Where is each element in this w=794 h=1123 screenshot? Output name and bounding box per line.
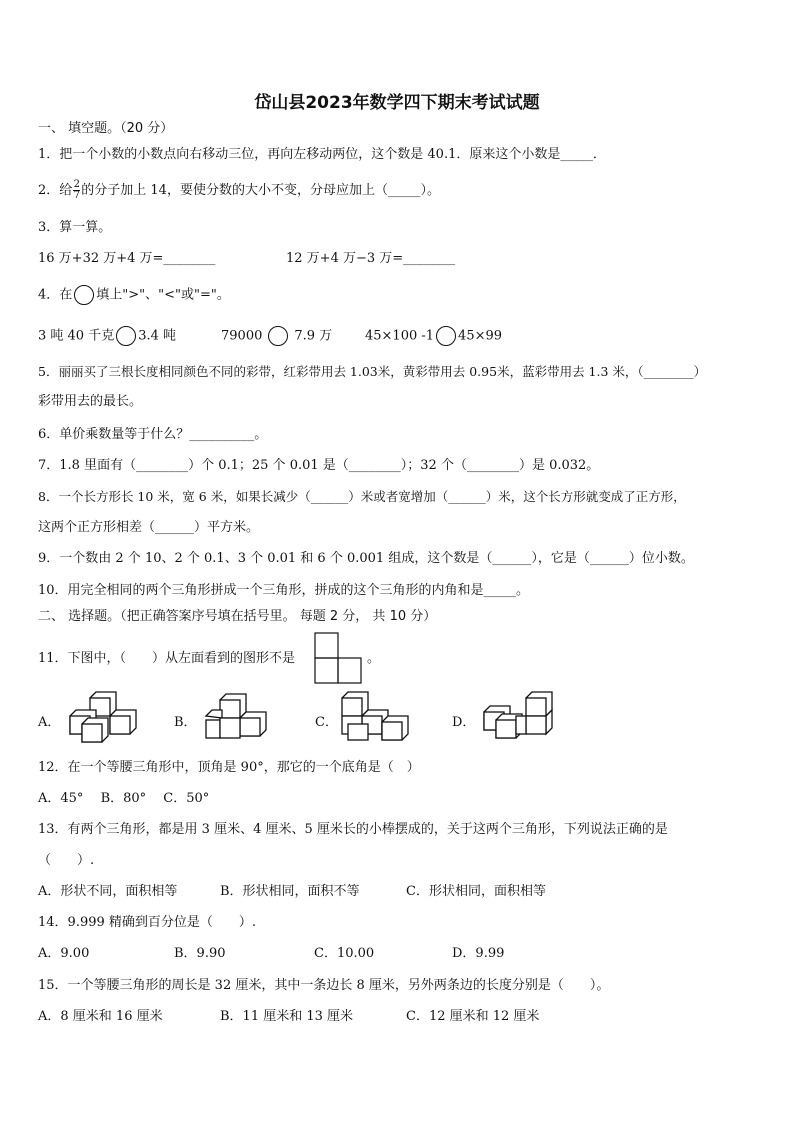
question-3-label: 3．算一算。	[38, 220, 112, 235]
compare-3-circle[interactable]	[436, 326, 456, 346]
question-13-line1: 13．有两个三角形，都是用 3 厘米、4 厘米、5 厘米长的小棒摆成的，关于这两个三角形，下列说法正确的是	[38, 822, 668, 837]
question-14-option-d: D．9.99	[452, 946, 505, 961]
compare-item-2	[221, 326, 332, 346]
q4-text-after: 填上">"、"<"或"="。	[96, 287, 230, 303]
question-8-line1: 8．一个长方形长 10 米，宽 6 米，如果长减少（______）米或者宽增加（______）米，这个长方形就变成了正方形，	[38, 489, 686, 504]
option-c-label: C．	[315, 715, 338, 730]
question-3-left-expr: 16 万+32 万+4 万=________	[38, 251, 216, 266]
question-12: 12．在一个等腰三角形中，顶角是 90°，那它的一个底角是（ ）	[38, 760, 420, 775]
question-4	[38, 285, 230, 305]
page-title: 岱山县2023年数学四下期末考试试题	[254, 93, 540, 113]
question-12-options: A．45° B．80° C．50°	[38, 791, 210, 806]
compare-1-left: 3 吨 40 千克	[38, 328, 115, 344]
option-d-cubes-figure[interactable]	[478, 688, 562, 746]
option-a-label: A．	[38, 715, 61, 730]
question-3-right-expr: 12 万+4 万−3 万=________	[286, 251, 456, 266]
q2-text-after: 的分子加上 14，要使分数的大小不变，分母应加上（_____）。	[81, 183, 440, 198]
compare-1-right: 3.4 吨	[138, 328, 177, 344]
fraction-numerator: 2	[73, 179, 80, 190]
circle-blank	[74, 285, 94, 305]
option-c-cubes-figure[interactable]	[338, 688, 418, 748]
compare-item-1	[38, 326, 176, 346]
question-7: 7．1.8 里面有（________）个 0.1；25 个 0.01 是（________）；32 个（________）是 0.032。	[38, 458, 600, 473]
question-13-line2: （ ）.	[38, 853, 95, 868]
compare-item-3	[365, 326, 502, 346]
question-2	[38, 180, 440, 201]
question-14-option-a: A．9.00	[38, 946, 90, 961]
question-5-line2: 彩带用去的最长。	[38, 394, 143, 409]
question-13-option-c: C．形状相同，面积相等	[406, 884, 546, 899]
q4-text-before: 4．在	[38, 287, 73, 303]
compare-2-circle[interactable]	[268, 326, 288, 346]
left-view-figure	[313, 631, 365, 685]
question-5-line1: 5．丽丽买了三根长度相同颜色不同的彩带，红彩带用去 1.03米，黄彩带用去 0.95米，蓝彩带用去 1.3 米，（________）	[38, 364, 707, 379]
section-heading-choice: 二、 选择题。（把正确答案序号填在括号里。 每题 2 分， 共 10 分）	[38, 609, 437, 624]
question-15-option-b: B．11 厘米和 13 厘米	[220, 1009, 354, 1024]
option-a-cubes-figure[interactable]	[64, 690, 144, 748]
question-6: 6．单价乘数量等于什么？__________。	[38, 427, 268, 442]
fraction	[73, 180, 80, 201]
question-13-option-b: B．形状相同，面积不等	[220, 884, 360, 899]
compare-3-left: 45×100 -1	[365, 328, 435, 344]
option-b-cubes-figure[interactable]	[200, 690, 280, 748]
option-d-label: D．	[452, 715, 476, 730]
question-14: 14．9.999 精确到百分位是（ ）.	[38, 915, 257, 930]
compare-1-circle[interactable]	[116, 326, 136, 346]
compare-2-right: 7.9 万	[294, 328, 333, 344]
question-11: 11．下图中，（ ）从左面看到的图形不是	[38, 651, 296, 666]
question-1: 1．把一个小数的小数点向右移动三位，再向左移动两位，这个数是 40.1．原来这个小数是_____．	[38, 147, 606, 162]
option-b-label: B．	[174, 715, 197, 730]
question-15-option-a: A．8 厘米和 16 厘米	[38, 1009, 163, 1024]
q2-text-before: 2．给	[38, 183, 73, 198]
question-14-option-b: B．9.90	[174, 946, 226, 961]
compare-3-right: 45×99	[458, 328, 503, 344]
section-heading-fill-blank: 一、 填空题。（20 分）	[38, 121, 174, 136]
question-9: 9．一个数由 2 个 10、2 个 0.1、3 个 0.01 和 6 个 0.001 组成，这个数是（______），它是（______）位小数。	[38, 551, 694, 566]
question-13-option-a: A．形状不同，面积相等	[38, 884, 178, 899]
question-15-option-c: C．12 厘米和 12 厘米	[406, 1009, 540, 1024]
compare-2-left: 79000	[221, 328, 263, 344]
question-8-line2: 这两个正方形相差（______）平方米。	[38, 520, 260, 535]
question-11-end: 。	[367, 651, 381, 666]
question-15: 15．一个等腰三角形的周长是 32 厘米，其中一条边长 8 厘米，另外两条边的长度分别是（ ）。	[38, 978, 610, 993]
fraction-denominator: 7	[73, 190, 80, 201]
question-10: 10．用完全相同的两个三角形拼成一个三角形，拼成的这个三角形的内角和是_____。	[38, 583, 530, 598]
question-14-option-c: C．10.00	[314, 946, 375, 961]
